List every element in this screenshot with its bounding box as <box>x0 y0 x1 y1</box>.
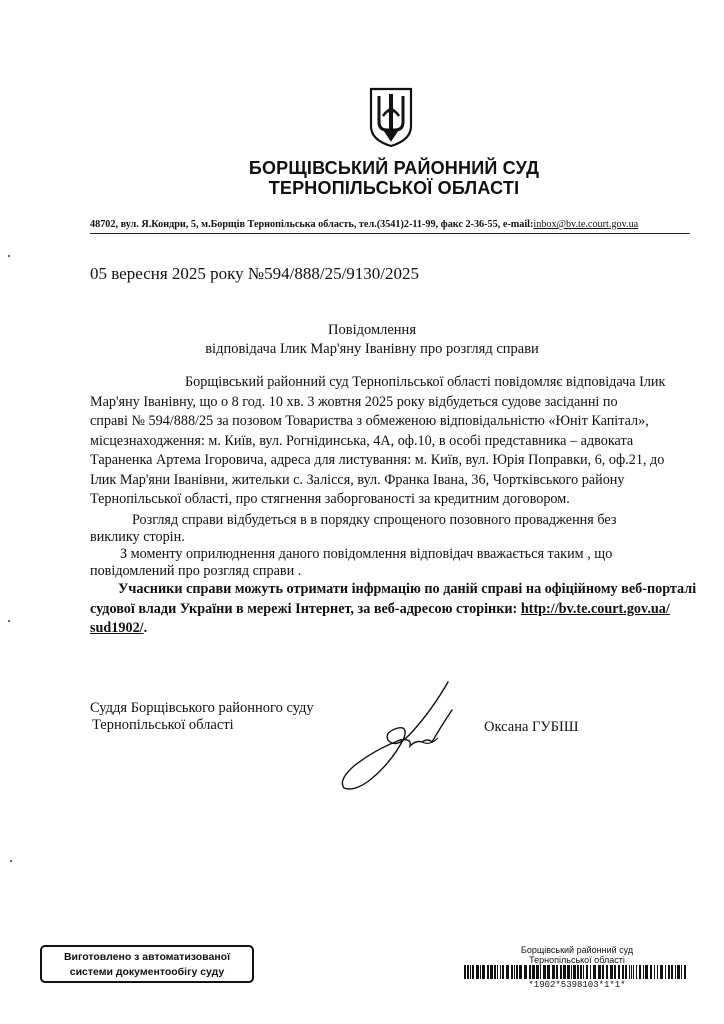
barcode-bar <box>482 965 485 979</box>
barcode-bar <box>480 965 481 979</box>
barcode-bar <box>622 965 624 979</box>
barcode-bar <box>583 965 584 979</box>
barcode-bar <box>506 965 509 979</box>
notice-subtitle: відповідача Ілик Мар'яну Іванівну про розгляд справи <box>205 341 539 357</box>
barcode-bar <box>563 965 566 979</box>
header-divider <box>90 233 690 234</box>
barcode-bar <box>675 965 676 979</box>
scan-speck <box>8 255 10 257</box>
barcode-bar <box>524 965 527 979</box>
barcode-bar <box>610 965 613 979</box>
court-name-line-1: БОРЩІВСЬКИЙ РАЙОННИЙ СУД <box>248 158 540 178</box>
notice-title: Повідомлення <box>328 322 416 338</box>
paragraph-line: Тернопільської області, про стягнення заборгованості за кредитним договором. <box>90 491 570 507</box>
barcode-bar <box>470 965 471 979</box>
barcode-bar <box>560 965 562 979</box>
barcode-bar <box>586 965 588 979</box>
paragraph-line: Мар'яну Іванівну, що о 8 год. 10 хв. 3 жовтня 2025 року відбудеться судове засіданні по <box>90 393 618 410</box>
barcode-bar <box>490 965 493 979</box>
portal-link-part-2[interactable]: sud1902/ <box>90 620 144 636</box>
barcode-bar <box>681 965 682 979</box>
barcode-bar <box>532 965 535 979</box>
barcode-bar <box>547 965 550 979</box>
barcode-bar <box>500 965 501 979</box>
portal-end: . <box>143 620 148 636</box>
barcode-bar <box>540 965 541 979</box>
barcode-bar <box>494 965 496 979</box>
paragraph-line <box>90 619 692 639</box>
barcode-bar <box>629 965 630 979</box>
paragraph-line: З моменту оприлюднення даного повідомлення відповідач вважається таким , що <box>120 546 613 562</box>
barcode-bar <box>684 965 686 979</box>
paragraph-procedure <box>90 511 692 547</box>
contacts-email-link[interactable]: inbox@bv.te.court.gov.ua <box>533 219 639 230</box>
barcode-bar <box>552 965 555 979</box>
barcode-bar <box>556 965 558 979</box>
barcode-bar <box>511 965 513 979</box>
barcode-bar <box>464 965 466 979</box>
handwritten-signature <box>340 680 470 800</box>
paragraph-line: повідомлений про розгляд справи . <box>90 562 302 579</box>
barcode-bar <box>593 965 596 979</box>
barcode-bar <box>467 965 469 979</box>
paragraph-line: Борщівський районний суд Тернопільської області повідомляє відповідача Ілик <box>185 374 666 390</box>
barcode-bar <box>643 965 644 979</box>
barcode-bar <box>519 965 522 979</box>
barcode-bar <box>590 965 591 979</box>
barcode-bar <box>536 965 539 979</box>
barcode-bar <box>543 965 546 979</box>
barcode-bar <box>529 965 531 979</box>
contacts-address: 48702, вул. Я.Кондри, 5, м.Борщів Тернопільська область, тел.(3541)2-11-99, факс 2-36-55, e-mail: <box>90 219 534 230</box>
barcode-bar <box>618 965 620 979</box>
barcode-number: *1902*5398103*1*1* <box>528 980 626 990</box>
barcode-bar <box>633 965 634 979</box>
barcode-icon <box>464 965 690 979</box>
barcode-bar <box>472 965 474 979</box>
barcode-bar <box>625 965 627 979</box>
portal-text: судової влади України в мережі Інтернет, за веб-адресою сторінки: <box>90 600 521 617</box>
barcode-bar <box>614 965 616 979</box>
court-name-line-2: ТЕРНОПІЛЬСЬКОЇ ОБЛАСТІ <box>268 178 520 198</box>
automated-system-stamp <box>40 945 254 983</box>
barcode-bar <box>636 965 637 979</box>
barcode-bar <box>665 965 666 979</box>
barcode-bar <box>631 965 632 979</box>
paragraph-portal-info <box>90 580 697 639</box>
stamp-line-1: Виготовлено з автоматизованої <box>63 951 231 963</box>
barcode-bar <box>677 965 680 979</box>
paragraph-line: Тараненка Артема Ігоровича, адреса для листування: м. Київ, вул. Юрія Поправки, 6, оф.21, до <box>90 452 665 468</box>
paragraph-line: Розгляд справи відбудеться в в порядку спрощеного позовного провадження без <box>132 512 617 528</box>
barcode-bar <box>577 965 579 979</box>
barcode-bar <box>502 965 504 979</box>
paragraph-hearing-notice <box>90 373 692 510</box>
barcode-label-line-1: Борщівський районний суд <box>520 945 634 955</box>
barcode-bar <box>660 965 663 979</box>
paragraph-notification <box>90 545 692 581</box>
barcode-bar <box>668 965 670 979</box>
barcode-bar <box>606 965 608 979</box>
scan-speck <box>10 860 12 862</box>
barcode-bar <box>497 965 498 979</box>
barcode-bar <box>657 965 658 979</box>
paragraph-line: справі № 594/888/25 за позовом Товариства з обмеженою відповідальністю «Юніт Капітал», <box>90 413 649 429</box>
barcode-bar <box>598 965 601 979</box>
barcode-bar <box>573 965 576 979</box>
barcode-bar <box>516 965 518 979</box>
paragraph-line: Ілик Мар'яни Іванівни, жительки с. Залісся, вул. Франка Івана, 36, Чортківського району <box>90 471 625 488</box>
barcode-bar <box>571 965 572 979</box>
barcode-bar <box>650 965 652 979</box>
barcode-bar <box>602 965 604 979</box>
judge-name: Оксана ГУБІШ <box>484 719 579 735</box>
barcode-bar <box>567 965 570 979</box>
judge-title-line-1: Суддя Борщівського районного суду <box>90 700 314 716</box>
judge-title-line-2: Тернопільської області <box>92 717 234 733</box>
barcode-bar <box>671 965 673 979</box>
barcode-bar <box>639 965 641 979</box>
paragraph-line: виклику сторін. <box>90 528 185 545</box>
document-date-number: 05 вересня 2025 року №594/888/25/9130/2025 <box>90 264 420 283</box>
paragraph-line: місцезнаходження: м. Київ, вул. Рогнідинська, 4А, оф.10, в особі представника – адвоката <box>90 432 634 449</box>
paragraph-line <box>90 600 692 620</box>
barcode-bar <box>514 965 515 979</box>
barcode-bar <box>580 965 582 979</box>
barcode-bar <box>476 965 479 979</box>
scan-speck <box>8 620 10 622</box>
portal-link-part-1[interactable]: http://bv.te.court.gov.ua/ <box>520 600 670 617</box>
trident-coat-of-arms-icon <box>368 86 414 148</box>
barcode-label-line-2: Тернопільської області <box>529 955 625 965</box>
barcode-bar <box>645 965 648 979</box>
stamp-line-2: системи документообігу суду <box>69 966 225 978</box>
paragraph-line: Учасники справи можуть отримати інфрмацію по даній справі на офіційному веб-порталі <box>118 581 697 597</box>
barcode-bar <box>654 965 655 979</box>
court-contacts <box>90 219 690 231</box>
barcode-bar <box>487 965 489 979</box>
